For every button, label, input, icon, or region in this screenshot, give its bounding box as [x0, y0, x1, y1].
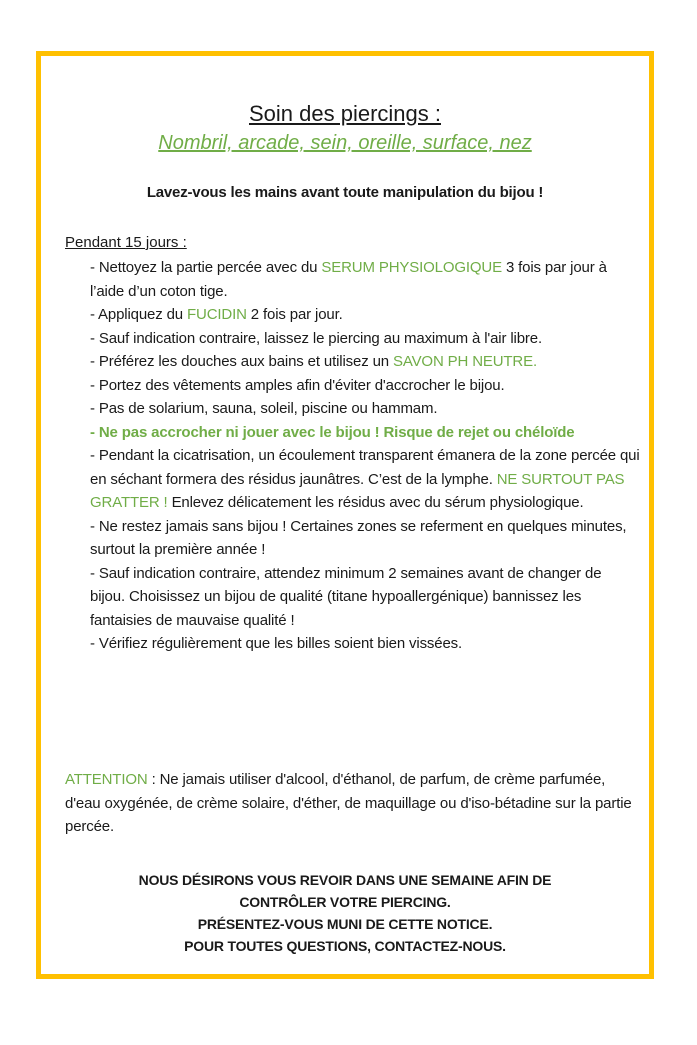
instruction-text: - Sauf indication contraire, attendez minimum 2 semaines avant de changer de bijou. Choisissez un bijou de qualité (titane hypoallergénique) bannissez les fantaisies de mauvaise qualité ! [90, 564, 602, 629]
instruction-text: - Pas de solarium, sauna, soleil, piscine ou hammam. [90, 400, 438, 417]
instruction-item [90, 444, 640, 515]
footer-line: PRÉSENTEZ-VOUS MUNI DE CETTE NOTICE. [197, 916, 493, 932]
attention-paragraph [65, 768, 640, 839]
instruction-item [90, 374, 640, 398]
instruction-item [90, 562, 640, 633]
instruction-text: - Vérifiez régulièrement que les billes soient bien vissées. [90, 635, 463, 652]
period-label: Pendant 15 jours : [65, 234, 187, 251]
footer-line: CONTRÔLER VOTRE PIERCING. [239, 894, 451, 910]
notice-frame [36, 51, 654, 979]
instruction-warning: - Ne pas accrocher ni jouer avec le bijou ! Risque de rejet ou chéloïde [90, 423, 575, 441]
instruction-text: - Préférez les douches aux bains et utilisez un [90, 353, 393, 370]
instruction-item [90, 327, 640, 351]
instruction-text: Enlevez délicatement les résidus avec du sérum physiologique. [167, 494, 584, 511]
instruction-item [90, 303, 640, 327]
footer-line: POUR TOUTES QUESTIONS, CONTACTEZ-NOUS. [184, 938, 506, 954]
instruction-text: - Nettoyez la partie percée avec du [90, 259, 322, 276]
attention-text: : Ne jamais utiliser d'alcool, d'éthanol, de parfum, de crème parfumée, d'eau oxygénée, de crème solaire, d'éther, de maquillage ou d'iso-bétadine sur la partie percée. [65, 771, 632, 835]
instruction-text: - Appliquez du [90, 306, 187, 323]
footer-notice [41, 869, 649, 957]
instruction-highlight: SERUM PHYSIOLOGIQUE [321, 259, 502, 276]
instruction-item [90, 515, 640, 562]
instruction-highlight: SAVON PH NEUTRE [392, 353, 533, 370]
instruction-text: 3 fois par jour à l’aide d’un coton tige. [90, 259, 607, 300]
instruction-text: - Sauf indication contraire, laissez le piercing au maximum à l'air libre. [90, 329, 542, 347]
care-instructions-list [90, 256, 640, 656]
instruction-highlight: FUCIDIN [187, 306, 247, 323]
instruction-item [90, 256, 640, 303]
instruction-text: 2 fois par jour. [246, 306, 343, 323]
intro-instruction: Lavez-vous les mains avant toute manipulation du bijou ! [146, 184, 544, 201]
instruction-text: - Portez des vêtements amples afin d'éviter d'accrocher le bijou. [90, 376, 505, 394]
instruction-item [90, 397, 640, 421]
document-subtitle: Nombril, arcade, sein, oreille, surface, nez [158, 132, 532, 154]
instruction-text: - Ne restez jamais sans bijou ! Certaines zones se referment en quelques minutes, surtout la première année ! [90, 517, 627, 558]
footer-line: NOUS DÉSIRONS VOUS REVOIR DANS UNE SEMAINE AFIN DE [138, 872, 552, 888]
document-title: Soin des piercings : [249, 101, 441, 126]
instruction-text: - Pendant la cicatrisation, un écoulement transparent émanera de la zone percée qui en séchant formera des résidus jaunâtres. C’est de la lymphe. [90, 447, 640, 488]
instruction-item [90, 421, 640, 445]
instruction-item [90, 350, 640, 374]
attention-label: ATTENTION [65, 771, 148, 788]
instruction-item [90, 632, 640, 656]
instruction-highlight: NE SURTOUT PAS GRATTER ! [90, 470, 625, 511]
instruction-text: . [532, 353, 537, 370]
